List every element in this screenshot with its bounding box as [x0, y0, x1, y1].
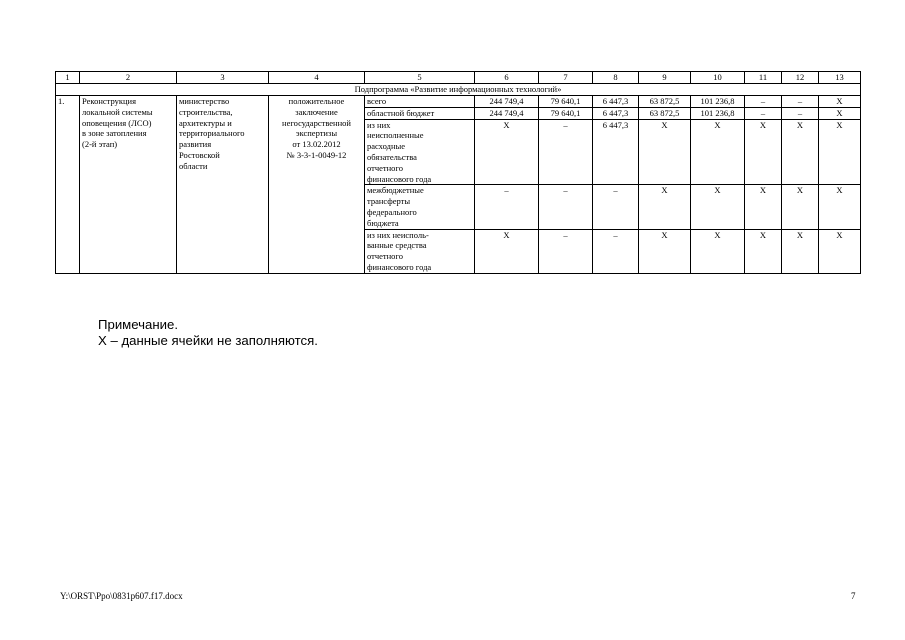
- funding-source-line: всего: [367, 96, 387, 106]
- subprogram-title: Подпрограмма «Развитие информационных технологий»: [56, 84, 861, 96]
- col-header: 6: [475, 72, 539, 84]
- value-cell: 101 236,8: [691, 107, 745, 119]
- value-cell: X: [691, 229, 745, 273]
- organization-line: территориального: [179, 128, 245, 139]
- col-header: 13: [819, 72, 861, 84]
- value-cell: 63 872,5: [639, 107, 691, 119]
- col-header: 11: [745, 72, 782, 84]
- funding-source-line: отчетного: [367, 162, 403, 173]
- object-name-line: оповещения (ЛСО): [82, 117, 152, 128]
- value-cell: X: [691, 119, 745, 185]
- expertise-line: экспертизы: [295, 128, 338, 139]
- value-cell: X: [819, 185, 861, 229]
- row-number: 1.: [56, 96, 80, 274]
- value-cell: X: [639, 185, 691, 229]
- column-number-row: [56, 72, 861, 84]
- value-cell: X: [475, 119, 539, 185]
- value-cell: X: [819, 96, 861, 108]
- subprogram-row: [56, 84, 861, 96]
- object-name-cell: [80, 96, 177, 274]
- funding-source-line: отчетного: [367, 251, 403, 262]
- value-cell: X: [639, 229, 691, 273]
- expertise-cell: [269, 96, 365, 274]
- object-name-line: в зоне затопления: [82, 128, 147, 139]
- funding-source-label: [365, 119, 475, 185]
- value-cell: –: [593, 185, 639, 229]
- object-name-line: локальной системы: [82, 106, 153, 117]
- organization-line: министерство: [179, 96, 230, 106]
- object-name-line: (2-й этап): [82, 139, 118, 150]
- funding-source-label: [365, 229, 475, 273]
- funding-source-line: финансового года: [367, 261, 432, 272]
- value-cell: –: [782, 96, 819, 108]
- expertise-line: № 3-3-1-0049-12: [286, 149, 347, 160]
- col-header: 1: [56, 72, 80, 84]
- funding-source-label: [365, 96, 475, 108]
- value-cell: 6 447,3: [593, 107, 639, 119]
- funding-source-line: областной бюджет: [367, 107, 435, 118]
- col-header: 5: [365, 72, 475, 84]
- value-cell: X: [782, 119, 819, 185]
- organization-line: строительства,: [179, 106, 233, 117]
- file-path: Y:\ORST\Ppo\0831p607.f17.docx: [60, 591, 183, 601]
- col-header: 2: [80, 72, 177, 84]
- value-cell: X: [745, 185, 782, 229]
- organization-cell: [177, 96, 269, 274]
- expertise-line: негосударственной: [282, 117, 351, 128]
- value-cell: 244 749,4: [475, 96, 539, 108]
- value-cell: X: [475, 229, 539, 273]
- col-header: 4: [269, 72, 365, 84]
- value-cell: X: [691, 185, 745, 229]
- value-cell: 244 749,4: [475, 107, 539, 119]
- expertise-line: заключение: [295, 106, 338, 117]
- funding-source-line: трансферты: [367, 196, 411, 207]
- value-cell: –: [745, 96, 782, 108]
- value-cell: X: [745, 229, 782, 273]
- value-cell: X: [745, 119, 782, 185]
- expertise-line: положительное: [288, 96, 345, 106]
- col-header: 3: [177, 72, 269, 84]
- col-header: 9: [639, 72, 691, 84]
- note-text: X – данные ячейки не заполняются.: [98, 333, 318, 348]
- funding-source-line: неисполненные: [367, 130, 424, 141]
- value-cell: –: [782, 107, 819, 119]
- col-header: 7: [539, 72, 593, 84]
- value-cell: –: [539, 119, 593, 185]
- value-cell: –: [539, 229, 593, 273]
- col-header: 10: [691, 72, 745, 84]
- value-cell: X: [782, 229, 819, 273]
- expertise-line: от 13.02.2012: [292, 139, 341, 150]
- funding-source-line: федерального: [367, 206, 417, 217]
- funding-source-label: [365, 185, 475, 229]
- value-cell: –: [475, 185, 539, 229]
- funding-source-line: обязательства: [367, 151, 417, 162]
- funding-source-line: межбюджетные: [367, 185, 424, 196]
- col-header: 8: [593, 72, 639, 84]
- financing-table: [55, 71, 861, 274]
- value-cell: 6 447,3: [593, 119, 639, 185]
- funding-source-label: [365, 107, 475, 119]
- funding-source-line: финансового года: [367, 173, 432, 184]
- funding-source-line: из них неисполь-: [367, 229, 429, 240]
- funding-source-line: расходные: [367, 141, 405, 152]
- page-number: 7: [851, 591, 856, 601]
- value-cell: –: [593, 229, 639, 273]
- value-cell: –: [539, 185, 593, 229]
- funding-source-line: ванные средства: [367, 240, 427, 251]
- value-cell: –: [745, 107, 782, 119]
- table-row: [56, 96, 861, 108]
- organization-line: области: [179, 160, 208, 171]
- value-cell: 79 640,1: [539, 107, 593, 119]
- value-cell: X: [819, 119, 861, 185]
- value-cell: X: [639, 119, 691, 185]
- organization-line: Ростовской: [179, 149, 220, 160]
- value-cell: 6 447,3: [593, 96, 639, 108]
- value-cell: X: [819, 107, 861, 119]
- note-title: Примечание.: [98, 317, 178, 332]
- organization-line: развития: [179, 139, 212, 150]
- value-cell: 101 236,8: [691, 96, 745, 108]
- col-header: 12: [782, 72, 819, 84]
- organization-line: архитектуры и: [179, 117, 232, 128]
- value-cell: 79 640,1: [539, 96, 593, 108]
- funding-source-line: из них: [367, 119, 391, 130]
- value-cell: X: [819, 229, 861, 273]
- funding-source-line: бюджета: [367, 217, 399, 228]
- object-name-line: Реконструкция: [82, 96, 137, 106]
- value-cell: X: [782, 185, 819, 229]
- value-cell: 63 872,5: [639, 96, 691, 108]
